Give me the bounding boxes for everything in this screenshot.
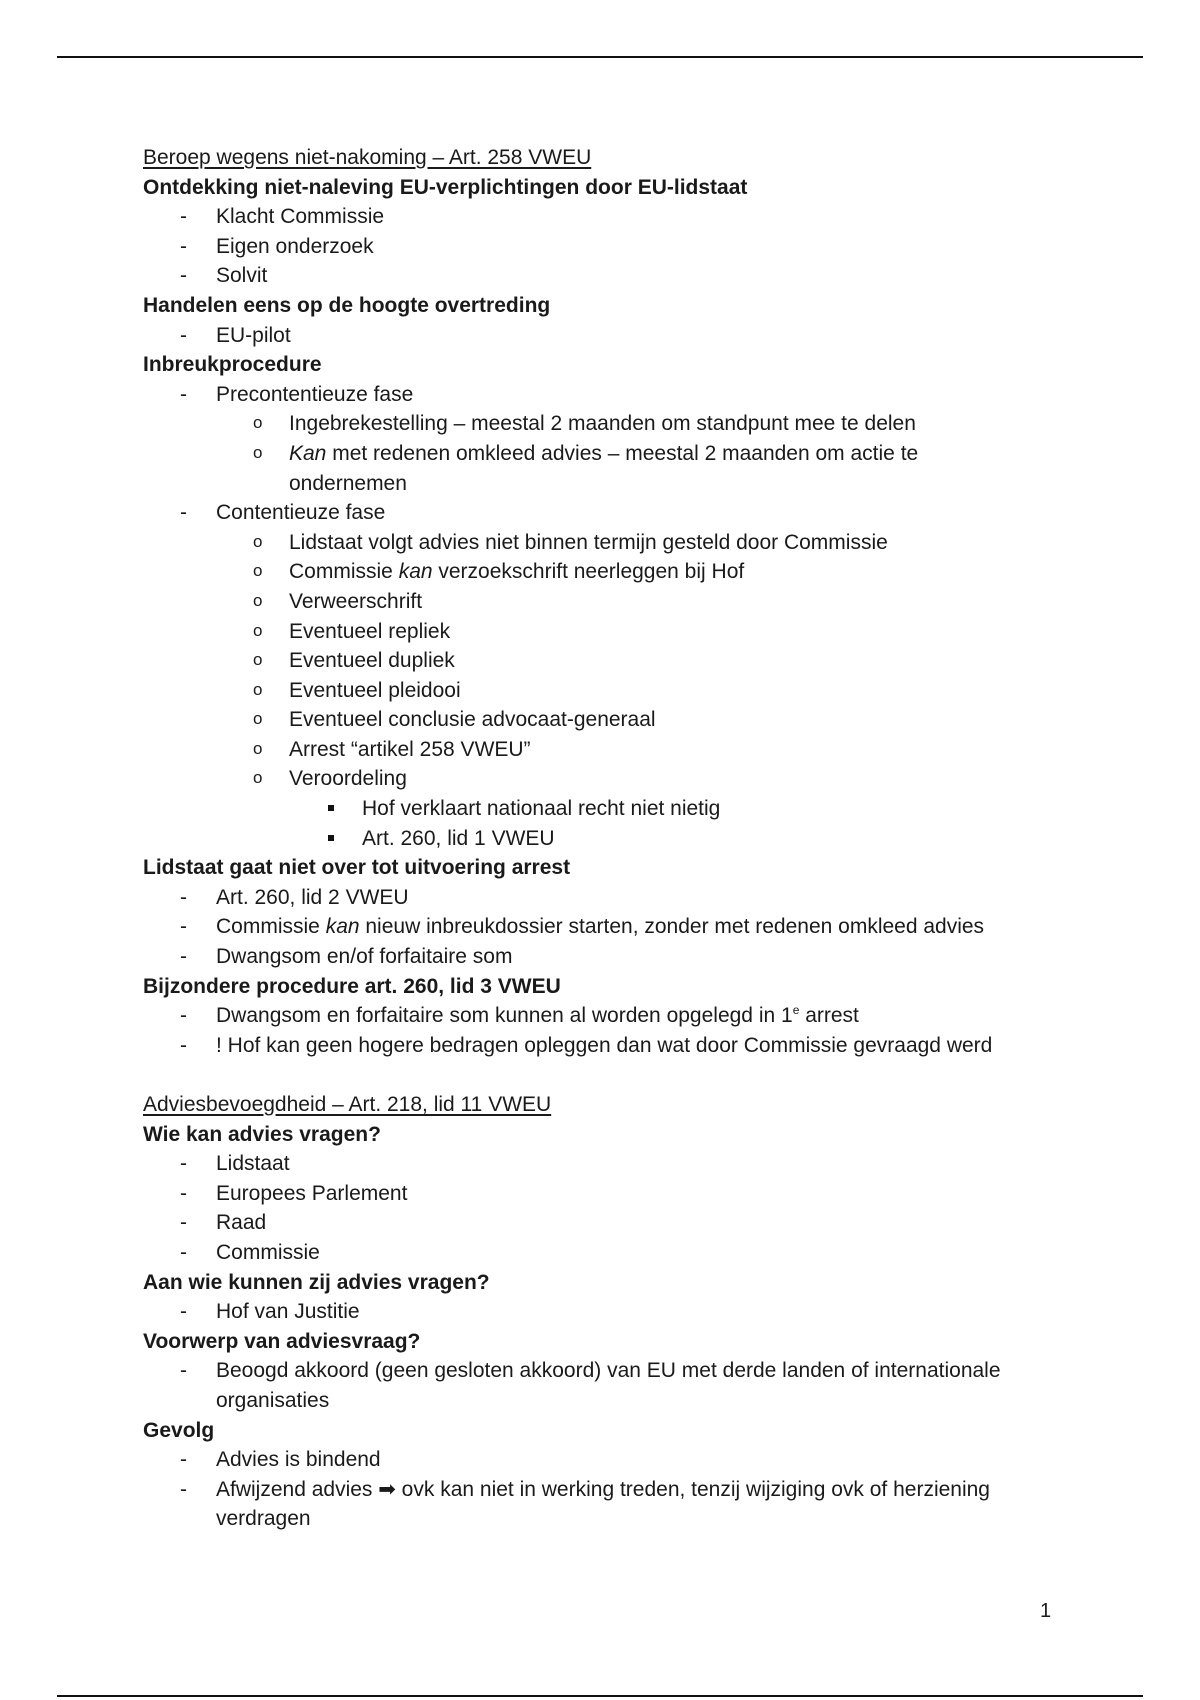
sublist-item: o Lidstaat volgt advies niet binnen termijn gesteld door Commissie (143, 528, 1083, 558)
list-item (143, 912, 1083, 942)
emphasis-text: kan (325, 915, 360, 939)
list-item: - Commissie (143, 1238, 1083, 1268)
subsublist-item: Art. 260, lid 1 VWEU (143, 824, 1083, 854)
list-item: - Solvit (143, 261, 1083, 291)
heading-aan-wie: Aan wie kunnen zij advies vragen? (143, 1270, 490, 1294)
sublist-item: o Verweerschrift (143, 587, 1083, 617)
heading-inbreukprocedure: Inbreukprocedure (143, 353, 322, 377)
list-item: - Art. 260, lid 2 VWEU (143, 883, 1083, 913)
sublist-item: o Eventueel pleidooi (143, 676, 1083, 706)
list-item-text: Commissie (216, 915, 326, 939)
sublist-item: o Eventueel repliek (143, 617, 1083, 647)
list-item: - ! Hof kan geen hogere bedragen opleggen dan wat door Commissie gevraagd werd (143, 1031, 1083, 1061)
page-number: 1 (1040, 1600, 1052, 1622)
sublist-item-text: Commissie (289, 560, 399, 584)
heading-voorwerp: Voorwerp van adviesvraag? (143, 1329, 421, 1353)
heading-wie-kan-advies-vragen: Wie kan advies vragen? (143, 1122, 381, 1146)
section-title-adviesbevoegdheid: Adviesbevoegdheid – Art. 218, lid 11 VWEU (143, 1093, 552, 1116)
list-item: - Raad (143, 1208, 1083, 1238)
sublist-item: o Ingebrekestelling – meestal 2 maanden om standpunt mee te delen (143, 409, 1083, 439)
document-body (143, 143, 1083, 1534)
list-item: - Lidstaat (143, 1149, 1083, 1179)
subsublist-item: Hof verklaart nationaal recht niet nietig (143, 794, 1083, 824)
sublist-item (143, 439, 1083, 469)
list-item-precontentieuze-fase: - Precontentieuze fase (143, 380, 1083, 410)
list-item: - Hof van Justitie (143, 1297, 1083, 1327)
list-item: - Afwijzend advies ➡ ovk kan niet in werking treden, tenzij wijziging ovk of herziening (143, 1475, 1083, 1505)
list-item: - Advies is bindend (143, 1445, 1083, 1475)
sublist-item-continuation: ondernemen (289, 471, 407, 495)
superscript: e (792, 1003, 800, 1018)
list-item-contentieuze-fase: - Contentieuze fase (143, 498, 1083, 528)
list-item-text: arrest (799, 1004, 859, 1028)
emphasis-text: kan (398, 560, 433, 584)
list-item: - Dwangsom en/of forfaitaire som (143, 942, 1083, 972)
list-item-continuation: organisaties (216, 1388, 330, 1412)
section-spacer (143, 1060, 1083, 1090)
section-title-beroep: Beroep wegens niet-nakoming – Art. 258 VWEU (143, 146, 592, 169)
heading-gevolg: Gevolg (143, 1418, 215, 1442)
sublist-item: o Eventueel dupliek (143, 646, 1083, 676)
list-item: - EU-pilot (143, 321, 1083, 351)
heading-handelen: Handelen eens op de hoogte overtreding (143, 293, 551, 317)
heading-bijzondere-procedure: Bijzondere procedure art. 260, lid 3 VWEU (143, 974, 561, 998)
sublist-item: o Arrest “artikel 258 VWEU” (143, 735, 1083, 765)
list-item: - Eigen onderzoek (143, 232, 1083, 262)
list-item-continuation: verdragen (216, 1507, 311, 1531)
list-item: - Klacht Commissie (143, 202, 1083, 232)
list-item: - Europees Parlement (143, 1179, 1083, 1209)
sublist-item (143, 557, 1083, 587)
sublist-item-text: verzoekschrift neerleggen bij Hof (432, 560, 745, 584)
list-item-text: nieuw inbreukdossier starten, zonder met redenen omkleed advies (359, 915, 985, 939)
heading-lidstaat: Lidstaat gaat niet over tot uitvoering arrest (143, 856, 571, 880)
list-item (143, 1001, 1083, 1031)
header-rule (57, 56, 1143, 58)
list-item: - Beoogd akkoord (geen gesloten akkoord) van EU met derde landen of internationale (143, 1356, 1083, 1386)
emphasis-text: Kan (289, 441, 327, 465)
sublist-item: o Eventueel conclusie advocaat-generaal (143, 705, 1083, 735)
sublist-item: o Veroordeling (143, 764, 1083, 794)
list-item-text: Dwangsom en forfaitaire som kunnen al worden opgelegd in 1 (216, 1004, 793, 1028)
sublist-item-text: met redenen omkleed advies – meestal 2 maanden om actie te (326, 441, 919, 465)
footer-rule (57, 1695, 1143, 1697)
heading-ontdekking: Ontdekking niet-naleving EU-verplichtingen door EU-lidstaat (143, 175, 748, 199)
